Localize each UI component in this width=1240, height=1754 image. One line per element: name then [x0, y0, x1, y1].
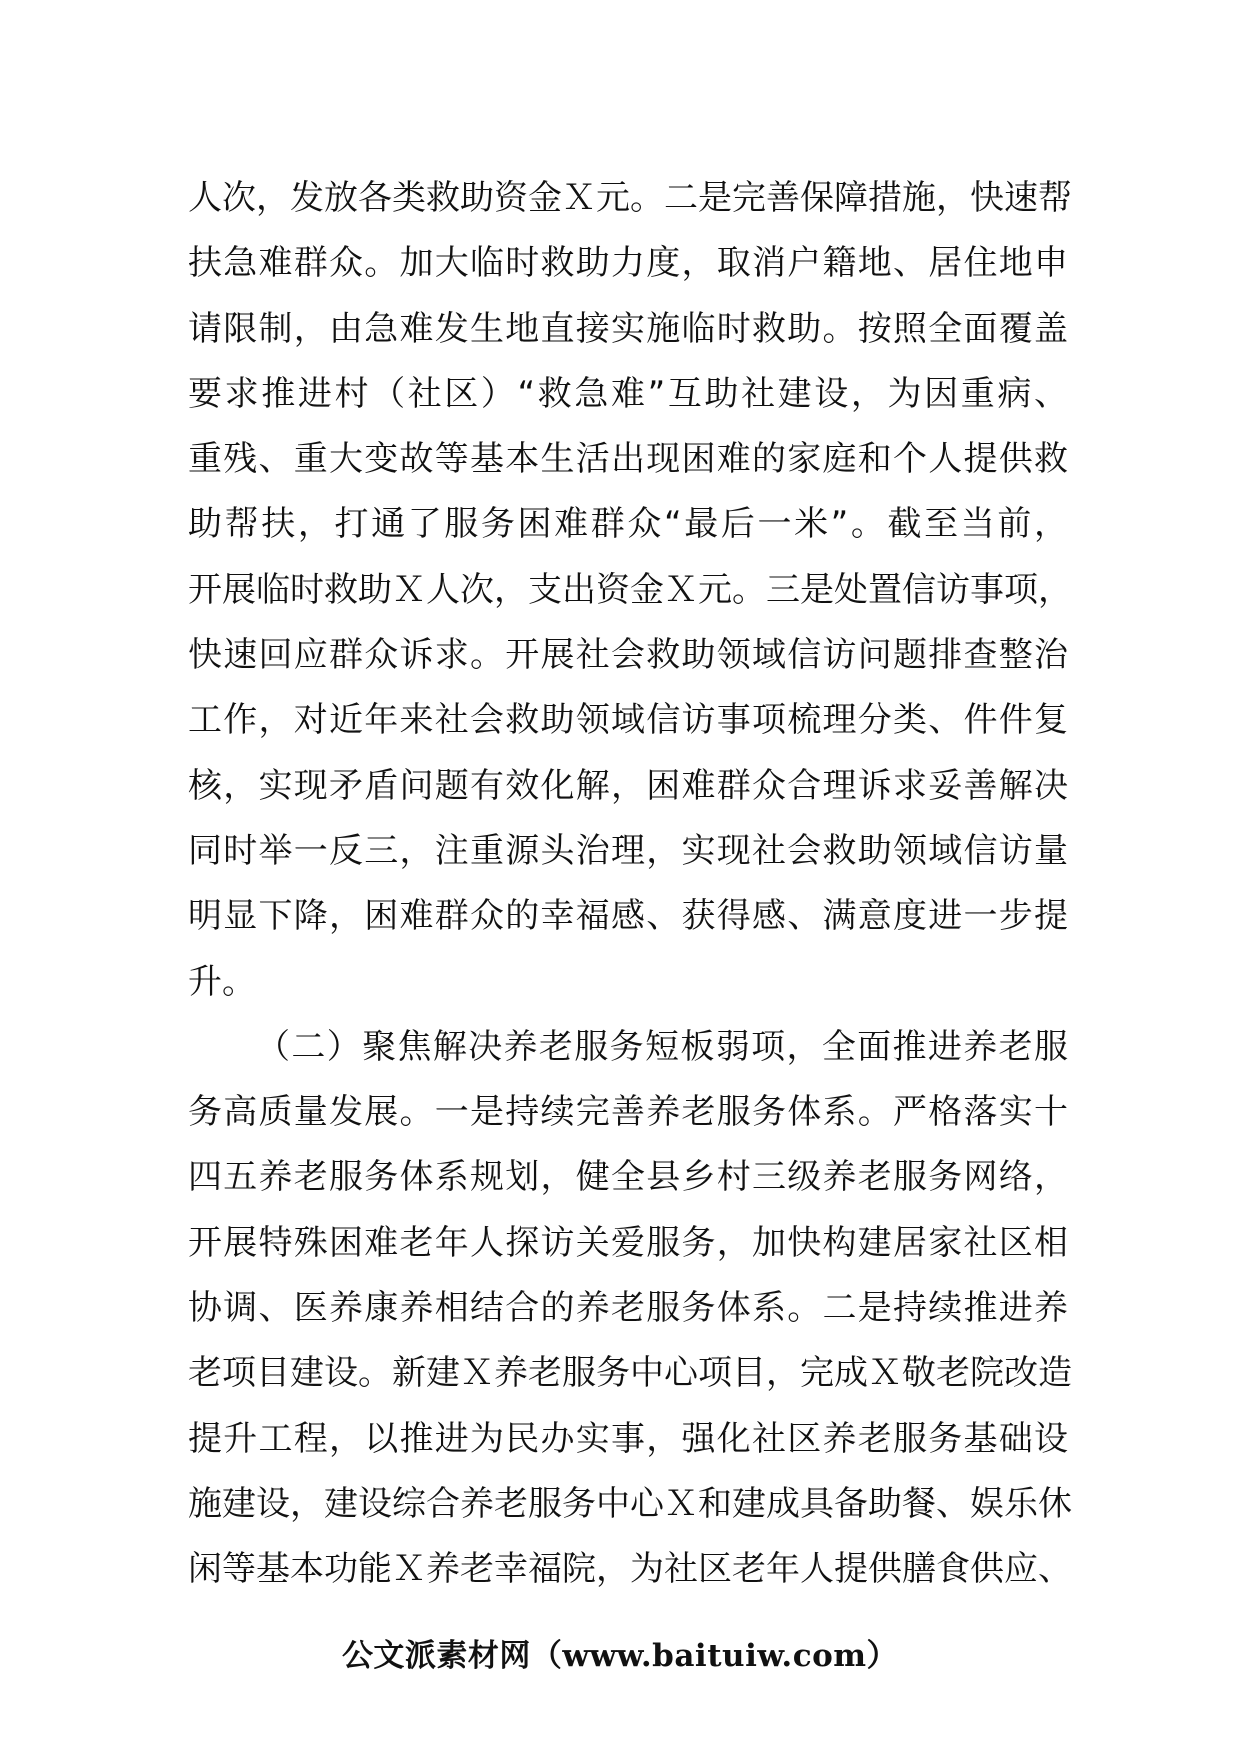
- text-line: 助帮扶，打通了服务困难群众“最后一米”。截至当前，: [188, 504, 1068, 545]
- text-line: 老项目建设。新建Ｘ养老服务中心项目，完成Ｘ敬老院改造: [188, 1353, 1072, 1394]
- text-line: 务高质量发展。一是持续完善养老服务体系。严格落实十: [188, 1092, 1068, 1133]
- text-line: 人次，发放各类救助资金Ｘ元。二是完善保障措施，快速帮: [188, 178, 1072, 218]
- text-line: 扶急难群众。加大临时救助力度，取消户籍地、居住地申: [188, 243, 1068, 284]
- text-line: 升。: [188, 961, 256, 1002]
- page-footer: 公文派素材网（www.baituiw.com）: [341, 1638, 899, 1674]
- text-line: 协调、医养康养相结合的养老服务体系。二是持续推进养: [188, 1288, 1068, 1329]
- section-heading-line: （二）聚焦解决养老服务短板弱项，全面推进养老服: [256, 1026, 1068, 1067]
- text-line: 请限制，由急难发生地直接实施临时救助。按照全面覆盖: [188, 308, 1068, 349]
- text-line: 快速回应群众诉求。开展社会救助领域信访问题排查整治: [188, 635, 1068, 676]
- text-line: 提升工程，以推进为民办实事，强化社区养老服务基础设: [188, 1418, 1068, 1459]
- text-line: 核，实现矛盾问题有效化解，困难群众合理诉求妥善解决: [188, 765, 1068, 806]
- text-line: 闲等基本功能Ｘ养老幸福院，为社区老年人提供膳食供应、: [188, 1549, 1072, 1590]
- text-line: 开展临时救助Ｘ人次，支出资金Ｘ元。三是处置信访事项，: [188, 569, 1072, 610]
- text-line: 开展特殊困难老年人探访关爱服务，加快构建居家社区相: [188, 1222, 1068, 1263]
- text-line: 工作，对近年来社会救助领域信访事项梳理分类、件件复: [188, 700, 1068, 741]
- text-line: 要求推进村（社区）“救急难”互助社建设，为因重病、: [188, 373, 1068, 414]
- text-line: 明显下降，困难群众的幸福感、获得感、满意度进一步提: [188, 896, 1068, 937]
- text-line: 同时举一反三，注重源头治理，实现社会救助领域信访量: [188, 830, 1068, 871]
- text-line: 施建设，建设综合养老服务中心Ｘ和建成具备助餐、娱乐休: [188, 1483, 1072, 1524]
- text-line: 重残、重大变故等基本生活出现困难的家庭和个人提供救: [188, 439, 1068, 480]
- body-text: [188, 166, 1072, 1603]
- text-line: 四五养老服务体系规划，健全县乡村三级养老服务网络，: [188, 1157, 1068, 1198]
